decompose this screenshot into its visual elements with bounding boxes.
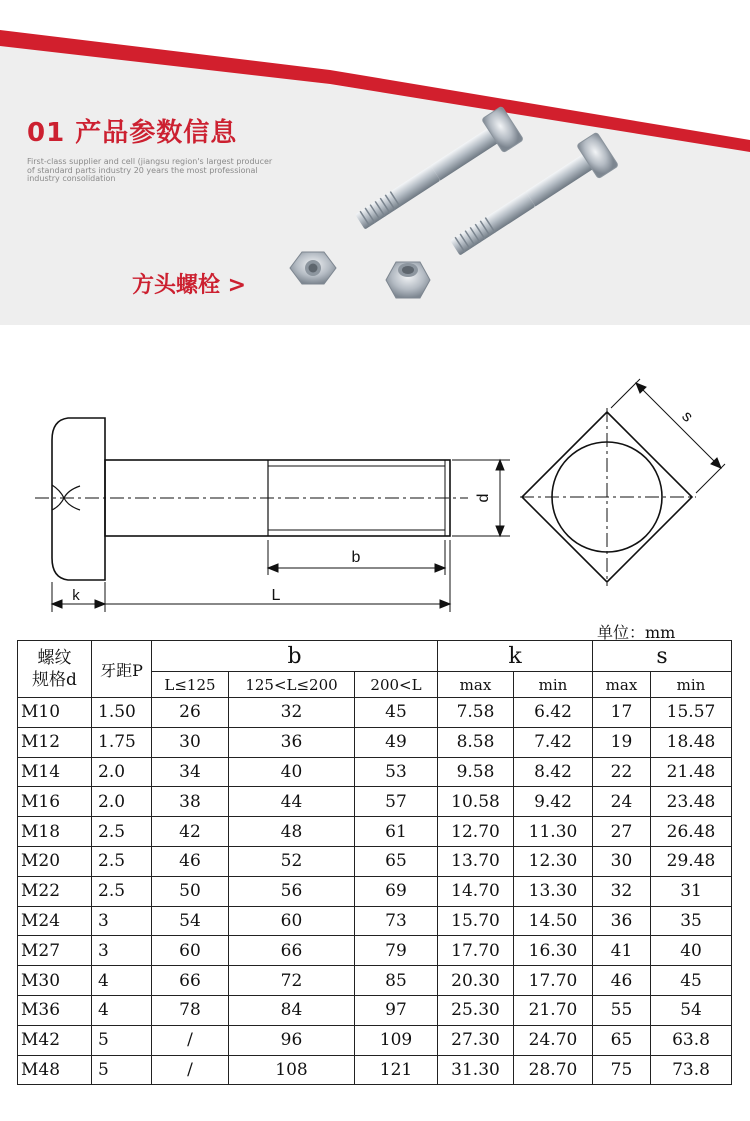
cell-b-short: 60 [152,936,229,966]
cell-thread: M36 [18,995,92,1025]
cell-k-max: 7.58 [438,698,514,728]
cell-thread: M16 [18,787,92,817]
cell-k-min: 21.70 [514,995,593,1025]
cell-s-max: 46 [593,966,651,996]
cell-pitch: 2.0 [92,757,152,787]
cell-s-max: 27 [593,817,651,847]
cell-b-short: 26 [152,698,229,728]
cell-s-min: 35 [651,906,732,936]
cell-k-max: 12.70 [438,817,514,847]
table-row [18,876,732,906]
header-pitch: 牙距P [92,641,152,698]
header-b-range: 125<L≤200 [229,672,355,698]
cell-s-min: 63.8 [651,1025,732,1055]
cell-s-max: 24 [593,787,651,817]
cell-k-min: 9.42 [514,787,593,817]
cell-k-min: 11.30 [514,817,593,847]
cell-pitch: 5 [92,1025,152,1055]
cell-b-long: 65 [355,846,438,876]
cell-b-mid: 96 [229,1025,355,1055]
cell-s-min: 54 [651,995,732,1025]
cell-pitch: 2.0 [92,787,152,817]
cell-b-short: 42 [152,817,229,847]
cell-k-min: 16.30 [514,936,593,966]
cell-b-mid: 72 [229,966,355,996]
bolt-head-outline [52,418,105,580]
header-b-range: 200<L [355,672,438,698]
cell-pitch: 4 [92,966,152,996]
header-b: b [152,641,438,672]
nut-image-1 [290,252,336,284]
table-row [18,995,732,1025]
cell-s-min: 23.48 [651,787,732,817]
cell-b-mid: 32 [229,698,355,728]
cell-pitch: 1.50 [92,698,152,728]
cell-s-max: 41 [593,936,651,966]
cell-thread: M18 [18,817,92,847]
header-thread-spec: 螺纹 规格d [18,641,92,698]
cell-b-long: 73 [355,906,438,936]
cell-b-short: 34 [152,757,229,787]
product-banner [0,0,750,325]
cell-thread: M20 [18,846,92,876]
cell-s-max: 19 [593,727,651,757]
cell-k-min: 8.42 [514,757,593,787]
cell-b-mid: 40 [229,757,355,787]
cell-s-min: 21.48 [651,757,732,787]
cell-k-min: 7.42 [514,727,593,757]
cell-b-mid: 48 [229,817,355,847]
cell-b-short: 54 [152,906,229,936]
cell-s-max: 55 [593,995,651,1025]
cell-b-short: 66 [152,966,229,996]
cell-k-min: 14.50 [514,906,593,936]
cell-s-max: 32 [593,876,651,906]
header-k: k [438,641,593,672]
cell-s-max: 75 [593,1055,651,1085]
section-subtitle: First-class supplier and cell (jiangsu region's largest producer of standard parts industry 20 years the most professional industry consolidation [27,157,273,183]
cell-pitch: 5 [92,1055,152,1085]
cell-pitch: 2.5 [92,876,152,906]
cell-pitch: 3 [92,936,152,966]
cell-k-max: 9.58 [438,757,514,787]
table-row [18,1025,732,1055]
cell-b-mid: 52 [229,846,355,876]
cell-k-min: 24.70 [514,1025,593,1055]
technical-drawing [0,340,750,620]
header-k-max: max [438,672,514,698]
cell-b-mid: 60 [229,906,355,936]
cell-b-long: 53 [355,757,438,787]
cell-s-min: 18.48 [651,727,732,757]
cell-b-long: 49 [355,727,438,757]
cell-b-long: 45 [355,698,438,728]
cell-k-min: 17.70 [514,966,593,996]
nut-image-2 [386,262,430,298]
spec-table [17,640,732,1085]
cell-s-min: 26.48 [651,817,732,847]
cell-b-short: 50 [152,876,229,906]
cell-thread: M48 [18,1055,92,1085]
table-row [18,1055,732,1085]
cell-b-short: 46 [152,846,229,876]
cell-b-short: 30 [152,727,229,757]
cell-b-long: 109 [355,1025,438,1055]
cell-s-min: 29.48 [651,846,732,876]
cell-s-min: 31 [651,876,732,906]
dim-label-k: k [72,587,80,604]
cell-pitch: 2.5 [92,846,152,876]
cell-b-short: 38 [152,787,229,817]
section-title: 01 产品参数信息 [27,118,238,148]
cell-k-max: 27.30 [438,1025,514,1055]
cell-b-mid: 56 [229,876,355,906]
cell-b-long: 57 [355,787,438,817]
product-link[interactable]: 方头螺栓 > [132,273,247,298]
cell-thread: M27 [18,936,92,966]
cell-k-max: 10.58 [438,787,514,817]
dim-label-L: L [271,587,281,604]
cell-k-max: 25.30 [438,995,514,1025]
cell-thread: M42 [18,1025,92,1055]
cell-b-long: 85 [355,966,438,996]
cell-s-max: 36 [593,906,651,936]
cell-b-short: / [152,1055,229,1085]
table-row [18,846,732,876]
header-s-max: max [593,672,651,698]
cell-b-long: 61 [355,817,438,847]
header-s: s [593,641,732,672]
table-row [18,727,732,757]
header-b-range: L≤125 [152,672,229,698]
cell-k-max: 31.30 [438,1055,514,1085]
cell-k-max: 8.58 [438,727,514,757]
dim-label-s: s [678,407,697,426]
table-row [18,906,732,936]
cell-b-mid: 84 [229,995,355,1025]
cell-thread: M30 [18,966,92,996]
cell-pitch: 4 [92,995,152,1025]
table-row [18,757,732,787]
table-row [18,966,732,996]
table-row [18,817,732,847]
cell-s-min: 45 [651,966,732,996]
cell-thread: M14 [18,757,92,787]
cell-k-max: 17.70 [438,936,514,966]
cell-pitch: 1.75 [92,727,152,757]
cell-k-min: 28.70 [514,1055,593,1085]
cell-k-max: 15.70 [438,906,514,936]
cell-b-long: 69 [355,876,438,906]
header-s-min: min [651,672,732,698]
cell-s-max: 22 [593,757,651,787]
header-k-min: min [514,672,593,698]
spec-table-body [18,698,732,1085]
cell-b-mid: 66 [229,936,355,966]
table-row [18,787,732,817]
cell-b-short: / [152,1025,229,1055]
cell-k-max: 13.70 [438,846,514,876]
cell-b-mid: 44 [229,787,355,817]
cell-b-short: 78 [152,995,229,1025]
cell-k-min: 12.30 [514,846,593,876]
cell-b-mid: 36 [229,727,355,757]
cell-b-long: 79 [355,936,438,966]
cell-pitch: 3 [92,906,152,936]
cell-thread: M10 [18,698,92,728]
cell-s-min: 15.57 [651,698,732,728]
cell-b-long: 97 [355,995,438,1025]
cell-thread: M22 [18,876,92,906]
unit-label: 单位：mm [597,623,676,642]
dim-label-d: d [475,493,492,503]
cell-k-max: 20.30 [438,966,514,996]
table-row [18,936,732,966]
cell-thread: M12 [18,727,92,757]
cell-k-min: 6.42 [514,698,593,728]
cell-s-max: 17 [593,698,651,728]
cell-k-min: 13.30 [514,876,593,906]
cell-s-max: 30 [593,846,651,876]
cell-s-min: 40 [651,936,732,966]
dim-label-b: b [351,549,361,566]
cell-pitch: 2.5 [92,817,152,847]
cell-s-max: 65 [593,1025,651,1055]
cell-s-min: 73.8 [651,1055,732,1085]
table-row [18,698,732,728]
cell-k-max: 14.70 [438,876,514,906]
cell-b-long: 121 [355,1055,438,1085]
cell-thread: M24 [18,906,92,936]
cell-b-mid: 108 [229,1055,355,1085]
